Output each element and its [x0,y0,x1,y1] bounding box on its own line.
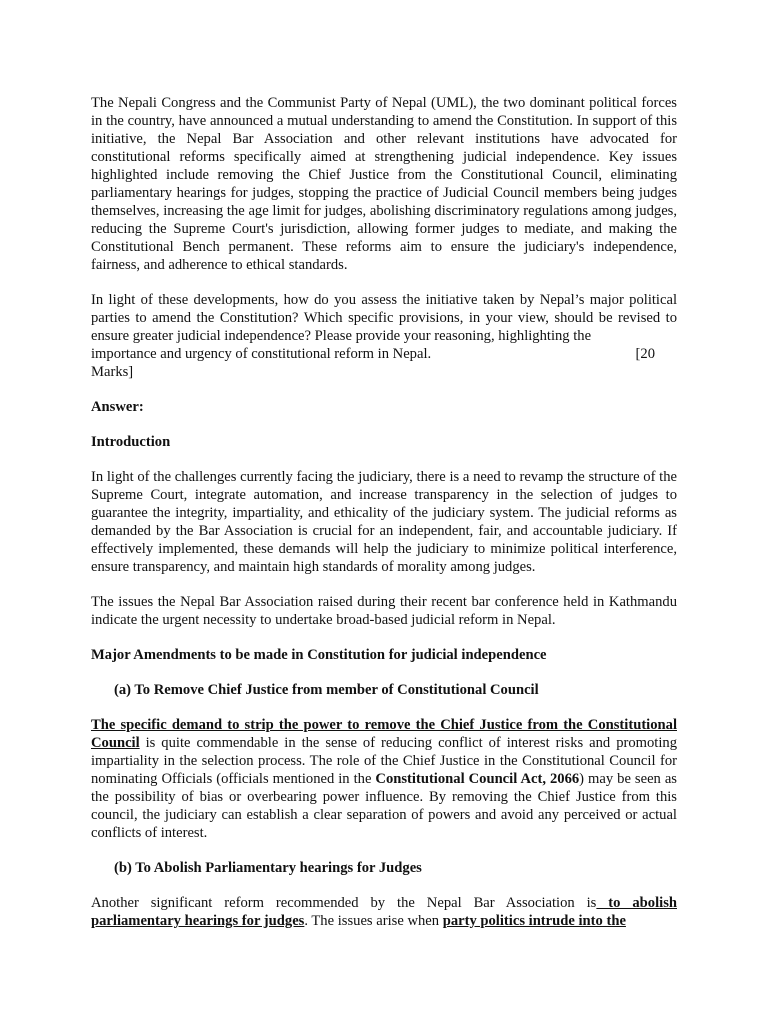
marks-close: Marks] [91,364,134,380]
question-paragraph-1: The Nepali Congress and the Communist Party of Nepal (UML), the two dominant political forces in the country, have announced a mutual understanding to amend the Constitution. In support of this initiative, the Nepal Bar Association and other relevant institutions have advocated for constitutional reforms specifically aimed at strengthening judicial independence. Key issues highlighted include removing the Chief Justice from the Constitutional Council, eliminating parliamentary hearings for judges, stopping the practice of Judicial Council members being judges themselves, increasing the age limit for judges, abolishing discriminatory regulations among judges, reducing the Supreme Court's jurisdiction, allowing former judges to mediate, and making the Constitutional Bench permanent. These reforms aim to ensure the judiciary's independence, fairness, and adherence to ethical standards. [91,95,677,273]
question-paragraph-2-text: In light of these developments, how do you assess the initiative taken by Nepal’s major political parties to amend the Constitution? Which specific provisions, in your view, should be revised to ensure greater judicial independence? Please provide your reasoning, highlighting the [91,292,677,344]
question-last-line [91,345,677,363]
intro-paragraph-2: The issues the Nepal Bar Association raised during their recent bar conference held in Kathmandu indicate the urgent necessity to undertake broad-based judicial reform in Nepal. [91,594,677,628]
section-a-text-1: is quite commendable in the sense of reducing conflict of interest risks and promoting impartiality in the selection process. The role of the Chief Justice in the Constitutional Council for nominating Officials (officials mentioned in the [91,735,677,787]
section-a-text-2: ) may be seen as the possibility of bias or overbearing power influence. By removing the Chief Justice from this council, the judiciary can establish a clear separation of powers and avoid any perceived or actual conflicts of interest. [91,771,677,841]
section-b-emphasis-2: party politics intrude into the [442,913,626,929]
section-a-heading: (a) To Remove Chief Justice from member of Constitutional Council [114,682,539,698]
section-b-text-2: . The issues arise when [304,913,443,929]
marks-open: [20 [635,346,655,362]
question-paragraph-2-last: importance and urgency of constitutional reform in Nepal. [91,346,432,362]
section-a-lead: The specific demand to strip the power to remove the Chief Justice from the Constitutional Council [91,717,677,751]
answer-label: Answer: [91,399,144,415]
section-b-text-1: Another significant reform recommended by the Nepal Bar Association is [91,895,597,911]
constitutional-council-act: Constitutional Council Act, 2066 [375,771,580,787]
section-b-emphasis-1: to abolish parliamentary hearings for judges [91,895,677,929]
intro-paragraph-1: In light of the challenges currently facing the judiciary, there is a need to revamp the structure of the Supreme Court, integrate automation, and increase transparency in the selection of judges to guarantee the integrity, impartiality, and ethicality of the judiciary system. The judicial reforms as demanded by the Bar Association is crucial for an independent, fair, and accountable judiciary. If effectively implemented, these demands will help the judiciary to minimize political interference, ensure transparency, and maintain high standards of morality among judges. [91,469,677,575]
intro-heading: Introduction [91,434,171,450]
major-amendments-heading: Major Amendments to be made in Constitution for judicial independence [91,647,547,663]
section-a-paragraph [91,716,677,842]
document-page [91,94,677,947]
section-b-paragraph [91,894,677,930]
question-paragraph-2 [91,291,677,381]
section-b-heading: (b) To Abolish Parliamentary hearings for Judges [114,860,422,876]
